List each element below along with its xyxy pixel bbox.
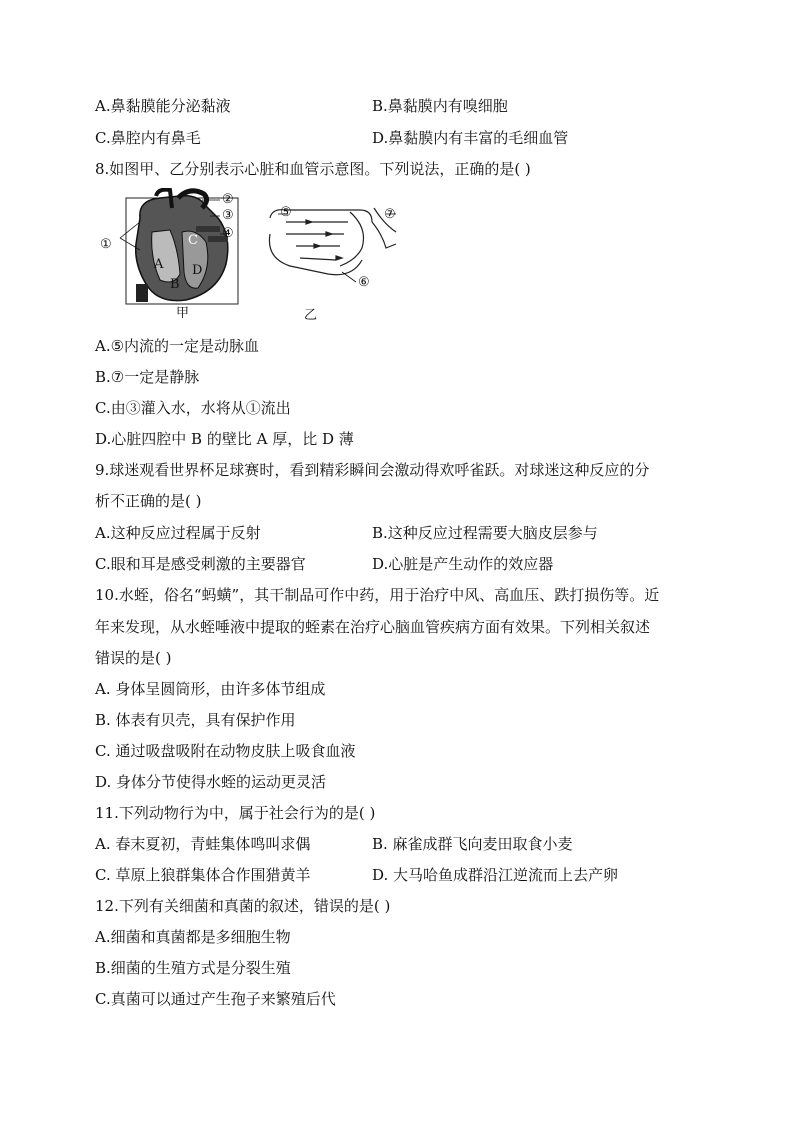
q9-option-a: A.这种反应过程属于反射 [95, 524, 261, 542]
q8-stem: 8.如图甲、乙分别表示心脏和血管示意图。下列说法，正确的是( ) [95, 160, 531, 178]
heart-vessel-diagram [100, 188, 420, 320]
chamber-a: A [154, 257, 164, 272]
callout-4: ④ [222, 226, 234, 241]
q8-option-c: C.由③灌入水，水将从①流出 [95, 399, 291, 417]
q9-stem-line-2: 析不正确的是( ) [95, 492, 202, 510]
q8-option-d: D.心脏四腔中 B 的壁比 A 厚，比 D 薄 [95, 430, 354, 448]
callout-6: ⑥ [358, 275, 370, 290]
q10-option-b: B. 体表有贝壳，具有保护作用 [95, 711, 296, 729]
q9-option-d: D.心脏是产生动作的效应器 [372, 555, 554, 573]
q12-option-c: C.真菌可以通过产生孢子来繁殖后代 [95, 990, 336, 1008]
callout-5: ⑤ [280, 205, 292, 220]
q11-stem: 11.下列动物行为中，属于社会行为的是( ) [95, 804, 376, 822]
chamber-c: C [188, 233, 198, 248]
callout-1: ① [100, 237, 112, 252]
q12-option-a: A.细菌和真菌都是多细胞生物 [95, 928, 291, 946]
q10-stem-line-3: 错误的是( ) [95, 649, 172, 667]
q10-stem-line-1: 10.水蛭，俗名“蚂蟥”，其干制品可作中药，用于治疗中风、高血压、跌打损伤等。近 [95, 586, 660, 604]
q7-option-b: B.鼻黏膜内有嗅细胞 [372, 97, 508, 115]
chamber-b: B [170, 277, 180, 292]
q10-option-d: D. 身体分节使得水蛭的运动更灵活 [95, 773, 327, 791]
figure-label-jia: 甲 [176, 306, 190, 321]
q8-option-a: A.⑤内流的一定是动脉血 [95, 337, 260, 355]
q8-figure [100, 188, 420, 323]
q9-stem-line-1: 9.球迷观看世界杯足球赛时，看到精彩瞬间会激动得欢呼雀跃。对球迷这种反应的分 [95, 461, 650, 479]
q7-option-d: D.鼻黏膜内有丰富的毛细血管 [372, 129, 569, 147]
chamber-d: D [192, 263, 203, 278]
callout-2: ② [222, 192, 234, 207]
q12-option-b: B.细菌的生殖方式是分裂生殖 [95, 959, 291, 977]
figure-label-yi: 乙 [304, 308, 318, 323]
q10-stem-line-2: 年来发现，从水蛭唾液中提取的蛭素在治疗心脑血管疾病方面有效果。下列相关叙述 [95, 618, 651, 636]
q8-option-b: B.⑦一定是静脉 [95, 368, 200, 386]
q11-option-c: C. 草原上狼群集体合作围猎黄羊 [95, 866, 311, 884]
q10-option-a: A. 身体呈圆筒形，由许多体节组成 [95, 680, 326, 698]
callout-7: ⑦ [384, 207, 396, 222]
q12-stem: 12.下列有关细菌和真菌的叙述，错误的是( ) [95, 897, 391, 915]
q11-option-d: D. 大马哈鱼成群沿江逆流而上去产卵 [372, 866, 619, 884]
q10-option-c: C. 通过吸盘吸附在动物皮肤上吸食血液 [95, 742, 356, 760]
vessel-leader-lines [278, 214, 396, 282]
q11-option-a: A. 春末夏初，青蛙集体鸣叫求偶 [95, 835, 311, 853]
q9-option-c: C.眼和耳是感受刺激的主要器官 [95, 555, 306, 573]
q7-option-c: C.鼻腔内有鼻毛 [95, 129, 201, 147]
q7-option-a: A.鼻黏膜能分泌黏液 [95, 97, 231, 115]
q11-option-b: B. 麻雀成群飞向麦田取食小麦 [372, 835, 573, 853]
q9-option-b: B.这种反应过程需要大脑皮层参与 [372, 524, 598, 542]
callout-3: ③ [222, 208, 234, 223]
